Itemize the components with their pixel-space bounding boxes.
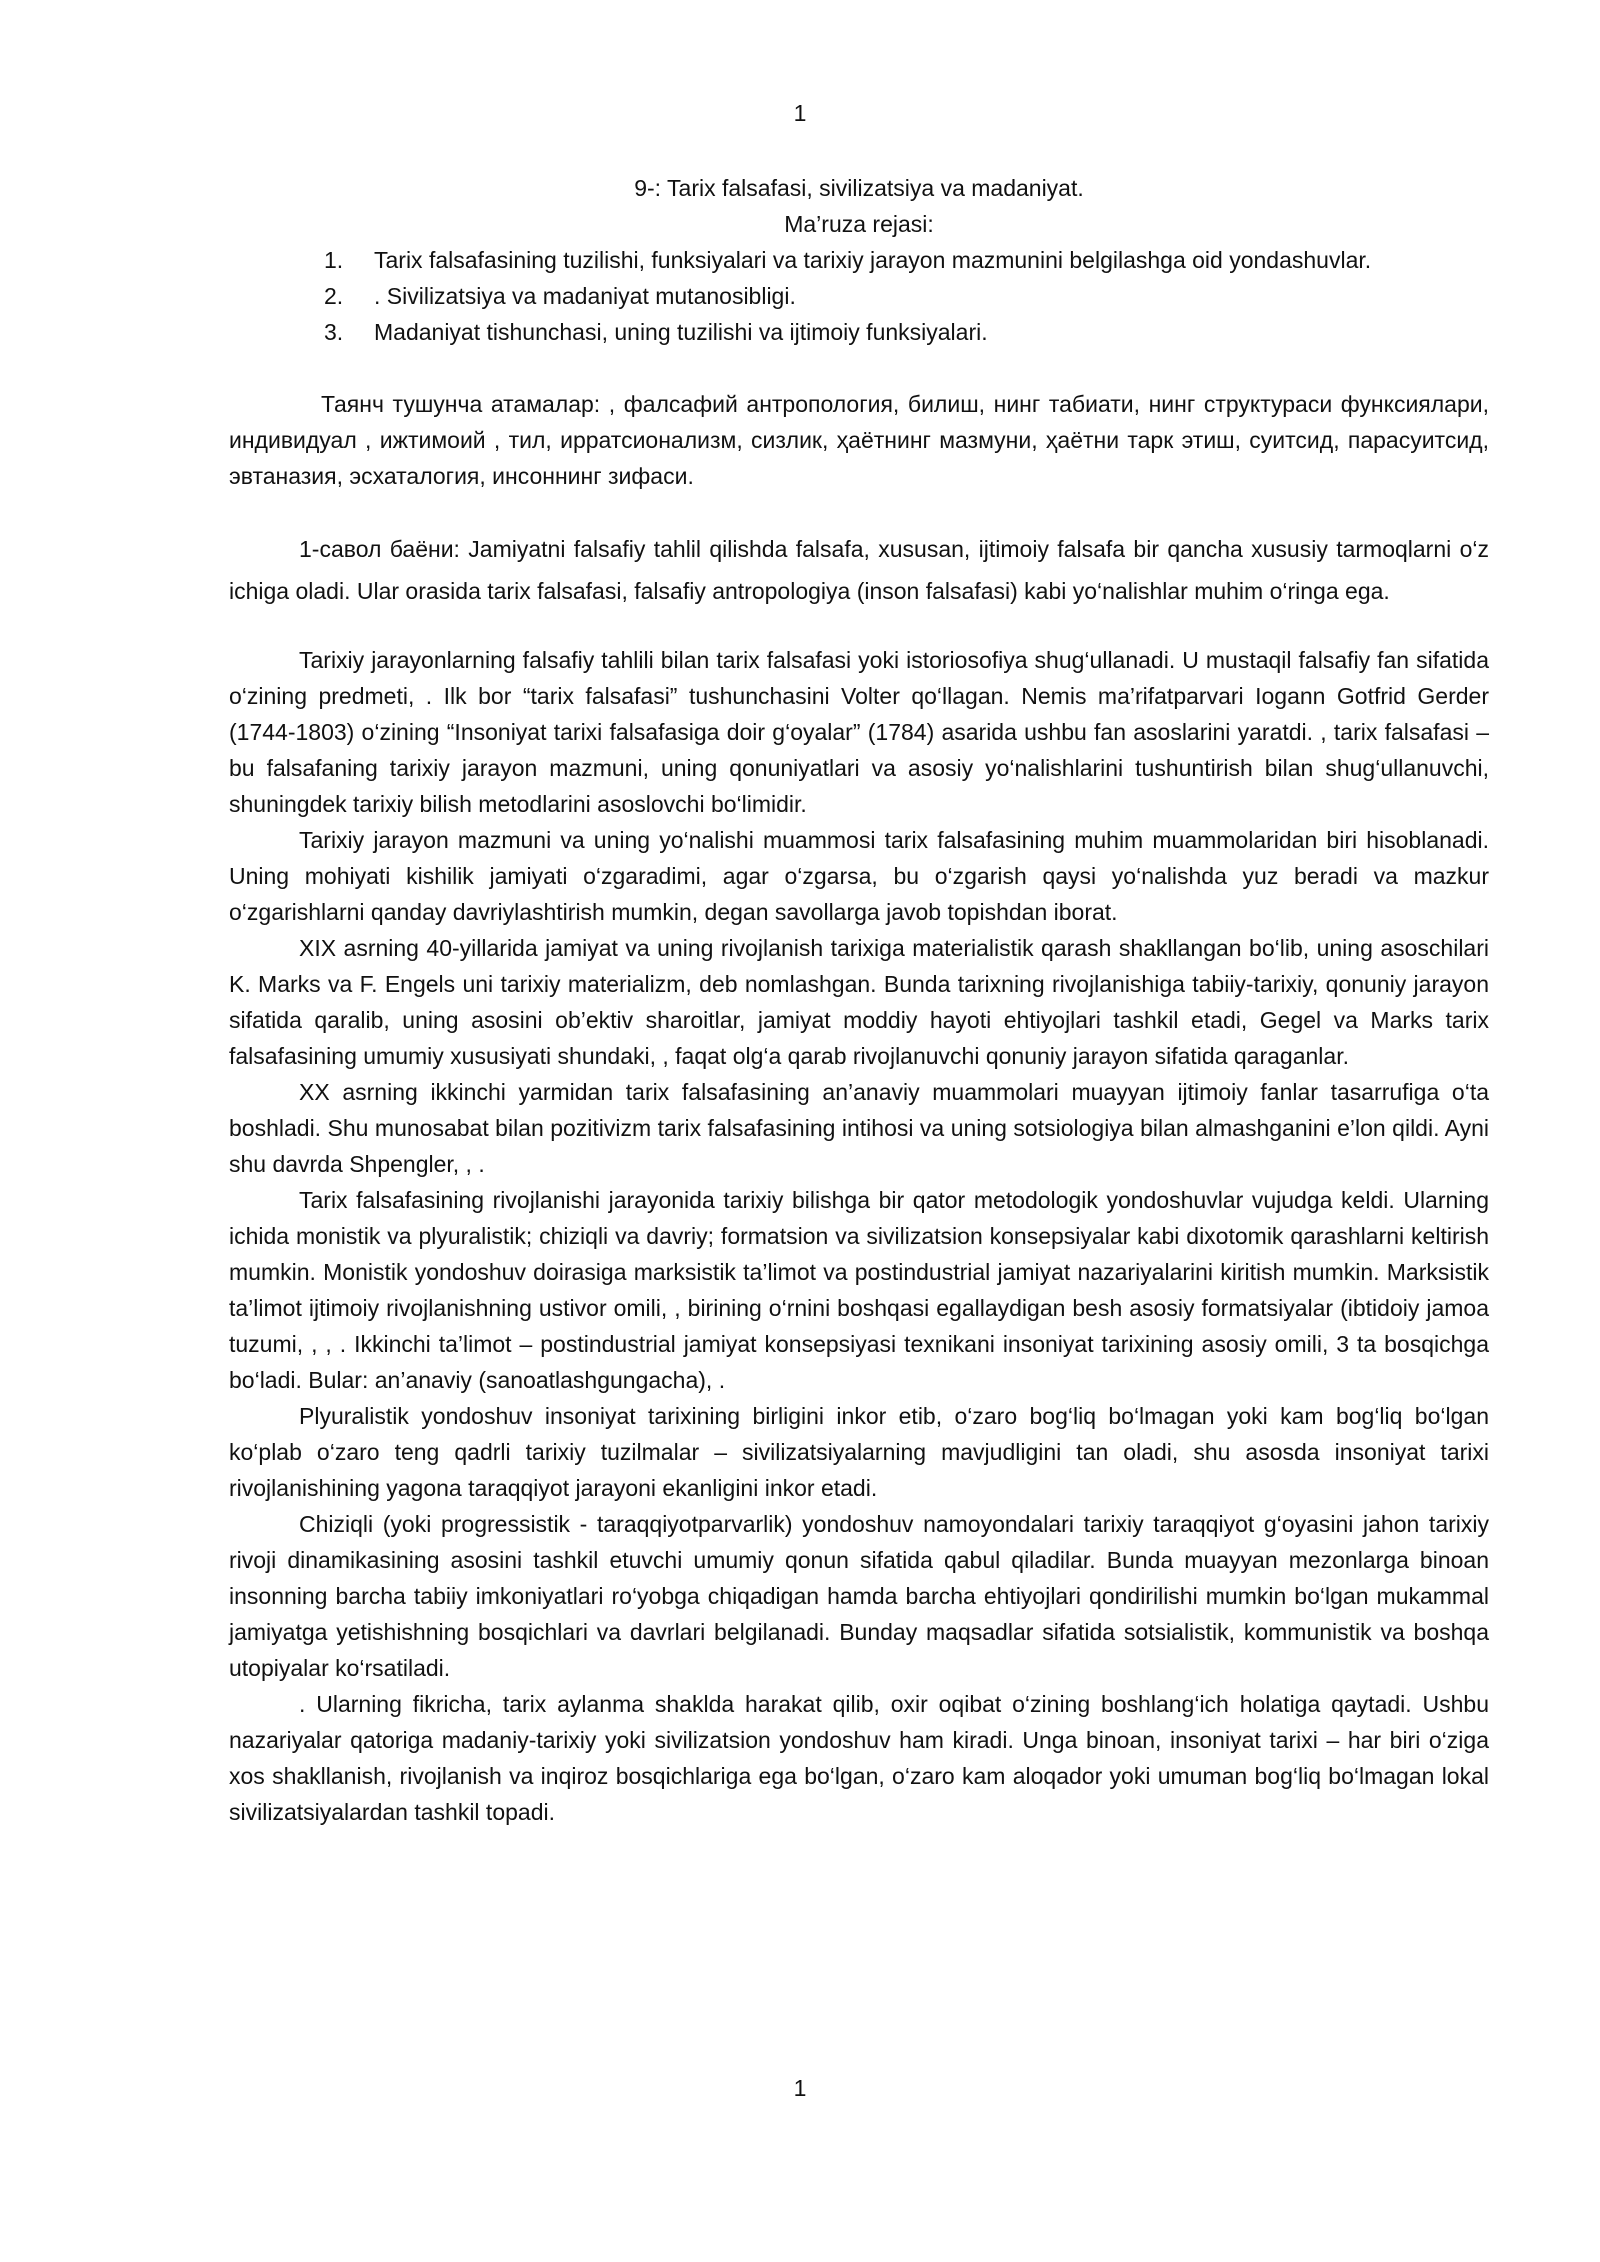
footer-page-number: 1 <box>793 2075 807 2101</box>
body-paragraph: XX asrning ikkinchi yarmidan tarix falsafasining an’anaviy muammolari muayyan ijtimoiy fanlar tasarrufiga o‘ta boshladi. Shu munosabat bilan pozitivizm tarix falsafasining intihosi va uning sotsiologiya bilan almashganini e’lon qildi. Ayni shu davrda Shpengler, , . <box>229 1079 1489 1177</box>
body-paragraph: Tarixiy jarayon mazmuni va uning yo‘nalishi muammosi tarix falsafasining muhim muammolaridan biri hisoblanadi. Uning mohiyati kishilik jamiyati o‘zgaradimi, agar o‘zgarsa, bu o‘zgarish qaysi yo‘nalishda yuz beradi va mazkur o‘zgarishlarni qanday davriylashtirish mumkin, degan savollarga javob topishdan iborat. <box>229 827 1489 925</box>
body-paragraph: 1-савол баёни: Jamiyatni falsafiy tahlil qilishda falsafa, xususan, ijtimoiy falsafa bir qancha xususiy tarmoqlarni o‘z ichiga oladi. Ular orasida tarix falsafasi, falsafiy antropologiya (inson falsafasi) kabi yo‘nalishlar muhim o‘ringa ega. <box>229 536 1489 604</box>
plan-item <box>229 278 1489 314</box>
plan-item-text: Tarix falsafasining tuzilishi, funksiyalari va tarixiy jarayon mazmunini belgilashga oid yondashuvlar. <box>374 247 1372 273</box>
key-terms-paragraph: Таянч тушунча атамалар: , фалсафий антропология, билиш, нинг табиати, нинг структураси функсиялари, индивидуал , ижтимоий , тил, ирратсионализм, сизлик, ҳаётнинг мазмуни, ҳаётни тарк этиш, суитсид, парасуитсид, эвтаназия, эсхаталогия, инсоннинг зифаси. <box>229 391 1489 489</box>
plan-item-number: 2. <box>324 283 344 309</box>
plan-item-number: 1. <box>324 247 344 273</box>
lecture-title: 9-: Tarix falsafasi, sivilizatsiya va madaniyat. <box>634 175 1084 201</box>
plan-item-text: Madaniyat tishunchasi, uning tuzilishi va ijtimoiy funksiyalari. <box>374 319 988 345</box>
plan-heading: Ma’ruza rejasi: <box>784 211 934 237</box>
body-paragraph: . Ularning fikricha, tarix aylanma shaklda harakat qilib, oxir oqibat o‘zining boshlang‘ich holatiga qaytadi. Ushbu nazariyalar qatoriga madaniy-tarixiy yoki sivilizatsion yondoshuv ham kiradi. Unga binoan, insoniyat tarixi – har biri o‘ziga xos shakllanish, rivojlanish va inqiroz bosqichlariga ega bo‘lgan, o‘zaro kam aloqador yoki umuman bog‘liq bo‘lmagan lokal sivilizatsiyalardan tashkil topadi. <box>229 1691 1489 1825</box>
plan-item-text: . Sivilizatsiya va madaniyat mutanosibligi. <box>374 283 796 309</box>
body-paragraph: Tarixiy jarayonlarning falsafiy tahlili bilan tarix falsafasi yoki istoriosofiya shug‘ullanadi. U mustaqil falsafiy fan sifatida o‘zining predmeti, . Ilk bor “tarix falsafasi” tushunchasini Volter qo‘llagan. Nemis ma’rifatparvari Iogann Gotfrid Gerder (1744-1803) o‘zining “Insoniyat tarixi falsafasiga doir g‘oyalar” (1784) asarida ushbu fan asoslarini yaratdi. , tarix falsafasi – bu falsafaning tarixiy jarayon mazmuni, uning qonuniyatlari va asosiy yo‘nalishlarini tushuntirish bilan shug‘ullanuvchi, shuningdek tarixiy bilish metodlarini asoslovchi bo‘limidir. <box>229 647 1489 817</box>
body-paragraph: Tarix falsafasining rivojlanishi jarayonida tarixiy bilishga bir qator metodologik yondoshuvlar vujudga keldi. Ularning ichida monistik va plyuralistik; chiziqli va davriy; formatsion va sivilizatsion konsepsiyalar kabi dixotomik qarashlarni keltirish mumkin. Monistik yondoshuv doirasiga marksistik ta’limot va postindustrial jamiyat nazariyalarini kiritish mumkin. Marksistik ta’limot ijtimoiy rivojlanishning ustivor omili, , birining o‘rnini boshqasi egallaydigan besh asosiy formatsiyalar (ibtidoiy jamoa tuzumi, , , . Ikkinchi ta’limot – postindustrial jamiyat konsepsiyasi texnikani insoniyat tarixining asosiy omili, 3 ta bosqichga bo‘ladi. Bular: an’anaviy (sanoatlashgungacha), . <box>229 1187 1489 1393</box>
plan-item-number: 3. <box>324 319 344 345</box>
lecture-plan-list <box>229 242 1489 350</box>
plan-item <box>229 314 1489 350</box>
document-body <box>229 170 1489 1830</box>
plan-item <box>229 242 1489 278</box>
header-page-number: 1 <box>793 100 807 126</box>
body-paragraph: XIX asrning 40-yillarida jamiyat va uning rivojlanish tarixiga materialistik qarash shakllangan bo‘lib, uning asoschilari K. Marks va F. Engels uni tarixiy materializm, deb nomlashgan. Bunda tarixning rivojlanishiga tabiiy-tarixiy, qonuniy jarayon sifatida qaralib, uning asosini ob’ektiv sharoitlar, jamiyat moddiy hayoti ehtiyojlari tashkil etadi, Gegel va Marks tarix falsafasining umumiy xususiyati shundaki, , faqat olg‘a qarab rivojlanuvchi qonuniy jarayon sifatida qaraganlar. <box>229 935 1489 1069</box>
body-paragraph: Plyuralistik yondoshuv insoniyat tarixining birligini inkor etib, o‘zaro bog‘liq bo‘lmagan yoki kam bog‘liq bo‘lgan ko‘plab o‘zaro teng qadrli tarixiy tuzilmalar – sivilizatsiyalarning mavjudligini tan oladi, shu asosda insoniyat tarixi rivojlanishining yagona taraqqiyot jarayoni ekanligini inkor etadi. <box>229 1403 1489 1501</box>
body-paragraph: Chiziqli (yoki progressistik - taraqqiyotparvarlik) yondoshuv namoyondalari tarixiy taraqqiyot g‘oyasini jahon tarixiy rivoji dinamikasining asosini tashkil etuvchi umumiy qonun sifatida qabul qiladilar. Bunda muayyan mezonlarga binoan insonning barcha tabiiy imkoniyatlari ro‘yobga chiqadigan hamda barcha ehtiyojlari qondirilishi mumkin bo‘lgan mukammal jamiyatga yetishishning bosqichlari va davrlari belgilanadi. Bunday maqsadlar sifatida sotsialistik, kommunistik va boshqa utopiyalar ko‘rsatiladi. <box>229 1511 1489 1681</box>
